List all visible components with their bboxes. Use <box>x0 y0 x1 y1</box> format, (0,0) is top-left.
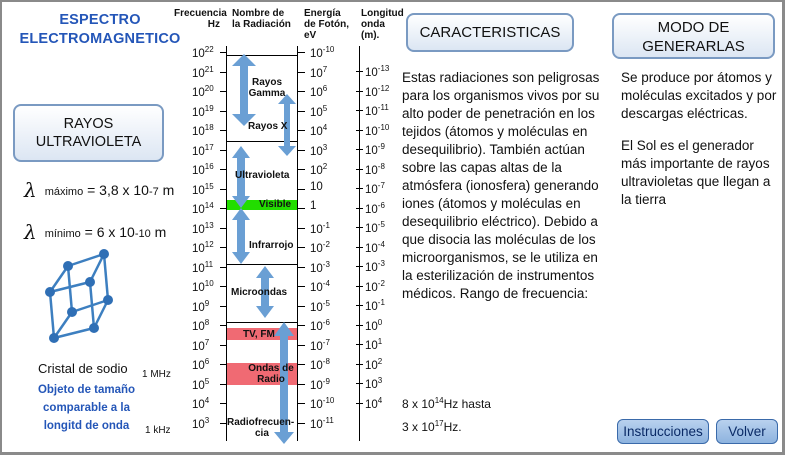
energy-tick <box>298 52 305 53</box>
band-gamma-line-1: Rayos <box>251 77 282 88</box>
modo-label-line-1: MODO DE <box>657 19 730 36</box>
lambda-symbol: λ <box>24 178 37 202</box>
band-xrays: Rayos X <box>248 121 288 132</box>
energy-tick <box>298 72 305 73</box>
wavelength-tick <box>356 71 363 72</box>
modo-paragraph-1: Se produce por átomos y moléculas excitados y por descargas eléctricas. <box>621 70 777 121</box>
frequency-tick-label: $10^{19}$ <box>192 103 214 119</box>
range-from-exp: 14 <box>434 396 444 405</box>
band-infrared: Infrarrojo <box>249 240 294 251</box>
frequency-tick-label: $10^9$ <box>192 298 210 314</box>
frequency-tick-label: $10^5$ <box>192 376 210 392</box>
object-description <box>22 381 151 435</box>
energy-tick-label: 10 <box>310 180 323 193</box>
object-line-3: longitd de onda <box>43 420 130 432</box>
band-tv-fm: TV, FM <box>243 329 275 340</box>
wavelength-tick <box>356 110 363 111</box>
energy-tick <box>298 150 305 151</box>
band-radiofreq-line-1: Radiofrecuen- <box>227 417 295 428</box>
energy-tick <box>298 111 305 112</box>
energy-tick-label: $10^4$ <box>310 123 328 138</box>
lambda-max-row <box>24 178 174 202</box>
wavelength-tick-label: $10^{-4}$ <box>365 239 385 255</box>
frequency-tick-label: $10^3$ <box>192 415 210 431</box>
ir-arrow <box>232 208 250 264</box>
header-wavelength-line-3: (m). <box>361 30 380 41</box>
lambda-max-exp: -7 <box>148 186 159 198</box>
energy-tick-label: $10^6$ <box>310 84 328 99</box>
wavelength-tick-label: $10^{-13}$ <box>365 64 390 79</box>
energy-tick-label: $10^{-8}$ <box>310 357 330 372</box>
page-title <box>10 11 190 49</box>
wavelength-tick-label: $10^{-7}$ <box>365 181 385 196</box>
energy-tick <box>298 423 305 424</box>
energy-tick-label: $10^{-3}$ <box>310 259 330 275</box>
caracteristicas-label: CARACTERISTICAS <box>406 13 574 52</box>
header-energy <box>304 8 349 41</box>
energy-tick <box>298 247 305 248</box>
wavelength-tick <box>356 130 363 131</box>
title-line-2: ELECTROMAGNETICO <box>19 31 181 47</box>
header-wavelength-line-1: Longitud <box>361 8 404 19</box>
frequency-tick-label: $10^{16}$ <box>192 162 214 177</box>
wavelength-tick <box>356 383 363 384</box>
wavelength-tick <box>356 247 363 248</box>
header-wavelength <box>361 8 404 41</box>
sodium-crystal-icon <box>38 244 128 344</box>
range-from <box>402 391 605 414</box>
energy-tick <box>298 267 305 268</box>
modo-generarlas-label <box>612 13 775 59</box>
object-line-2: comparable a la <box>43 402 130 414</box>
wavelength-tick <box>356 149 363 150</box>
wavelength-tick <box>356 364 363 365</box>
energy-tick <box>298 189 305 190</box>
wavelength-tick-label: $10^{-10}$ <box>365 122 390 138</box>
lambda-max-unit: m <box>162 182 175 198</box>
frequency-tick-label: $10^7$ <box>192 337 210 353</box>
energy-tick <box>298 169 305 170</box>
energy-tick <box>298 364 305 365</box>
wavelength-tick <box>356 286 363 287</box>
energy-tick-label: $10^2$ <box>310 162 328 177</box>
band-ultraviolet: Ultravioleta <box>235 170 290 181</box>
frequency-tick-label: $10^{12}$ <box>192 240 214 255</box>
energy-tick-label: $10^{-9}$ <box>310 376 330 392</box>
wavelength-tick <box>356 344 363 345</box>
wavelength-axis <box>359 46 360 441</box>
range-to-suffix: Hz. <box>443 420 462 434</box>
frequency-tick-label: $10^{22}$ <box>192 45 214 60</box>
wavelength-tick-label: $10^{-12}$ <box>365 83 390 99</box>
energy-tick <box>298 228 305 229</box>
energy-tick <box>298 208 305 209</box>
wavelength-tick <box>356 266 363 267</box>
energy-tick <box>298 286 305 287</box>
energy-tick-label: $10^{-2}$ <box>310 240 330 255</box>
wavelength-tick-label: $10^{-3}$ <box>365 259 385 274</box>
header-energy-line-1: Energía <box>304 8 341 19</box>
khz-marker-label: 1 kHz <box>145 425 171 436</box>
energy-tick <box>298 91 305 92</box>
lambda-max-label: máximo <box>44 186 84 198</box>
wavelength-tick <box>356 227 363 228</box>
frequency-tick-label: $10^{14}$ <box>192 201 214 216</box>
header-name-line-1: Nombre de <box>232 8 285 19</box>
energy-tick-label: $10^{-6}$ <box>310 318 330 333</box>
wavelength-tick-label: $10^{-11}$ <box>365 103 389 118</box>
wavelength-tick-label: $10^3$ <box>365 376 383 391</box>
band-radiofrequency <box>227 417 297 439</box>
frequency-tick-label: $10^{15}$ <box>192 181 214 197</box>
energy-tick <box>298 130 305 131</box>
frequency-tick-label: $10^{18}$ <box>192 123 214 138</box>
wavelength-tick <box>356 91 363 92</box>
wavelength-tick <box>356 325 363 326</box>
energy-tick-label: $10^{-4}$ <box>310 279 330 294</box>
header-energy-line-3: eV <box>304 30 317 41</box>
energy-tick-label: $10^{-10}$ <box>310 45 335 60</box>
wavelength-tick-label: $10^{-9}$ <box>365 142 385 157</box>
band-radio-line-1: Ondas de <box>248 363 294 374</box>
frequency-tick-label: $10^8$ <box>192 318 210 333</box>
range-to-exp: 17 <box>434 419 444 428</box>
energy-tick-label: $10^{-1}$ <box>310 220 330 236</box>
object-line-1: Objeto de tamaño <box>37 384 136 396</box>
range-to-base: 3 x 10 <box>402 420 435 434</box>
band-radio-waves <box>246 363 296 385</box>
frequency-tick-label: $10^{13}$ <box>192 220 214 236</box>
wavelength-tick-label: $10^{-8}$ <box>365 161 385 177</box>
volver-button[interactable]: Volver <box>716 419 778 444</box>
energy-tick-label: $10^3$ <box>310 142 328 158</box>
lambda-max-value: = 3,8 x 10 <box>87 182 149 198</box>
radiation-label-line-2: ULTRAVIOLETA <box>35 134 142 150</box>
radiation-type-label <box>13 104 164 162</box>
wavelength-tick-label: $10^{-2}$ <box>365 278 385 294</box>
frequency-tick-label: $10^{10}$ <box>192 279 214 294</box>
header-frequency-line-2: Hz <box>207 19 220 30</box>
energy-tick-label: $10^{-5}$ <box>310 298 330 314</box>
frequency-tick-label: $10^{11}$ <box>192 259 214 275</box>
header-energy-line-2: de Fotón, <box>304 19 349 30</box>
band-radio-line-2: Radio <box>257 374 285 385</box>
modo-text <box>621 69 779 209</box>
range-from-suffix: Hz hasta <box>443 397 491 411</box>
lambda-min-unit: m <box>154 224 167 240</box>
energy-tick-label: $10^{-7}$ <box>310 337 330 353</box>
wavelength-tick <box>356 403 363 404</box>
header-radiation-name <box>232 8 291 30</box>
band-visible: Visible <box>259 199 292 210</box>
wavelength-tick <box>356 208 363 209</box>
energy-tick <box>298 325 305 326</box>
frequency-tick-label: $10^4$ <box>192 396 210 411</box>
wavelength-tick-label: $10^{-6}$ <box>365 200 385 216</box>
energy-tick <box>298 403 305 404</box>
frequency-tick-label: $10^6$ <box>192 357 210 372</box>
energy-tick-label: $10^5$ <box>310 103 328 119</box>
header-frequency-line-1: Frecuencia <box>174 8 227 19</box>
band-gamma-line-2: Gamma <box>248 88 286 99</box>
instrucciones-button[interactable]: Instrucciones <box>617 419 709 444</box>
energy-tick-label: $10^7$ <box>310 64 328 80</box>
range-from-base: 8 x 10 <box>402 397 435 411</box>
caracteristicas-text: Estas radiaciones son peligrosas para los organismos vivos por su alto poder de penetración en los tejidos (átomos y moléculas en desequilibrio). También actúan sobre las capas altas de la atmósfera (ionosfera) generando iones (átomos y moléculas en desequilibrio eléctrico). Debido a que disocia las moléculas de los microorganismos, se le utiliza en la esterilización de instrumentos médicos. Rango de frecuencia: <box>402 70 600 301</box>
energy-tick-label: $10^{-10}$ <box>310 396 335 411</box>
energy-tick-label: $10^{-11}$ <box>310 415 334 431</box>
wavelength-tick-label: $10^{-5}$ <box>365 220 385 235</box>
band-microwaves: Microondas <box>231 287 288 298</box>
header-name-line-2: la Radiación <box>232 19 291 30</box>
range-to <box>402 414 605 437</box>
modo-label-line-2: GENERARLAS <box>642 38 745 55</box>
frequency-tick-label: $10^{20}$ <box>192 84 214 99</box>
wavelength-tick-label: $10^1$ <box>365 337 383 352</box>
wavelength-tick-label: $10^{-1}$ <box>365 298 385 313</box>
frequency-range <box>402 391 605 437</box>
crystal-name: Cristal de sodio <box>38 361 128 376</box>
energy-tick <box>298 306 305 307</box>
lambda-min-label: mínimo <box>44 228 81 240</box>
mhz-marker-label: 1 MHz <box>142 369 171 380</box>
energy-tick-label: 1 <box>310 200 317 212</box>
lambda-min-exp: -10 <box>134 228 151 240</box>
wavelength-tick-label: $10^0$ <box>365 317 383 333</box>
lambda-symbol: λ <box>24 220 37 244</box>
wavelength-tick <box>356 188 363 189</box>
header-wavelength-line-2: onda <box>361 19 385 30</box>
energy-tick <box>298 384 305 385</box>
frequency-tick-label: $10^{21}$ <box>192 64 214 80</box>
lambda-min-value: = 6 x 10 <box>84 224 135 240</box>
frequency-tick-label: $10^{17}$ <box>192 142 214 158</box>
band-radiofreq-line-2: cia <box>255 428 269 439</box>
wavelength-tick-label: $10^4$ <box>365 395 383 411</box>
wavelength-tick <box>356 305 363 306</box>
modo-paragraph-2: El Sol es el generador más importante de rayos ultravioletas que llegan a la tierra <box>621 138 771 207</box>
header-frequency <box>174 8 227 30</box>
wavelength-tick <box>356 169 363 170</box>
radiation-label-line-1: RAYOS <box>63 116 114 132</box>
energy-tick <box>298 345 305 346</box>
lambda-min-row <box>24 220 166 244</box>
wavelength-tick-label: $10^2$ <box>365 356 383 372</box>
band-gamma <box>244 77 290 99</box>
title-line-1: ESPECTRO <box>59 12 141 28</box>
